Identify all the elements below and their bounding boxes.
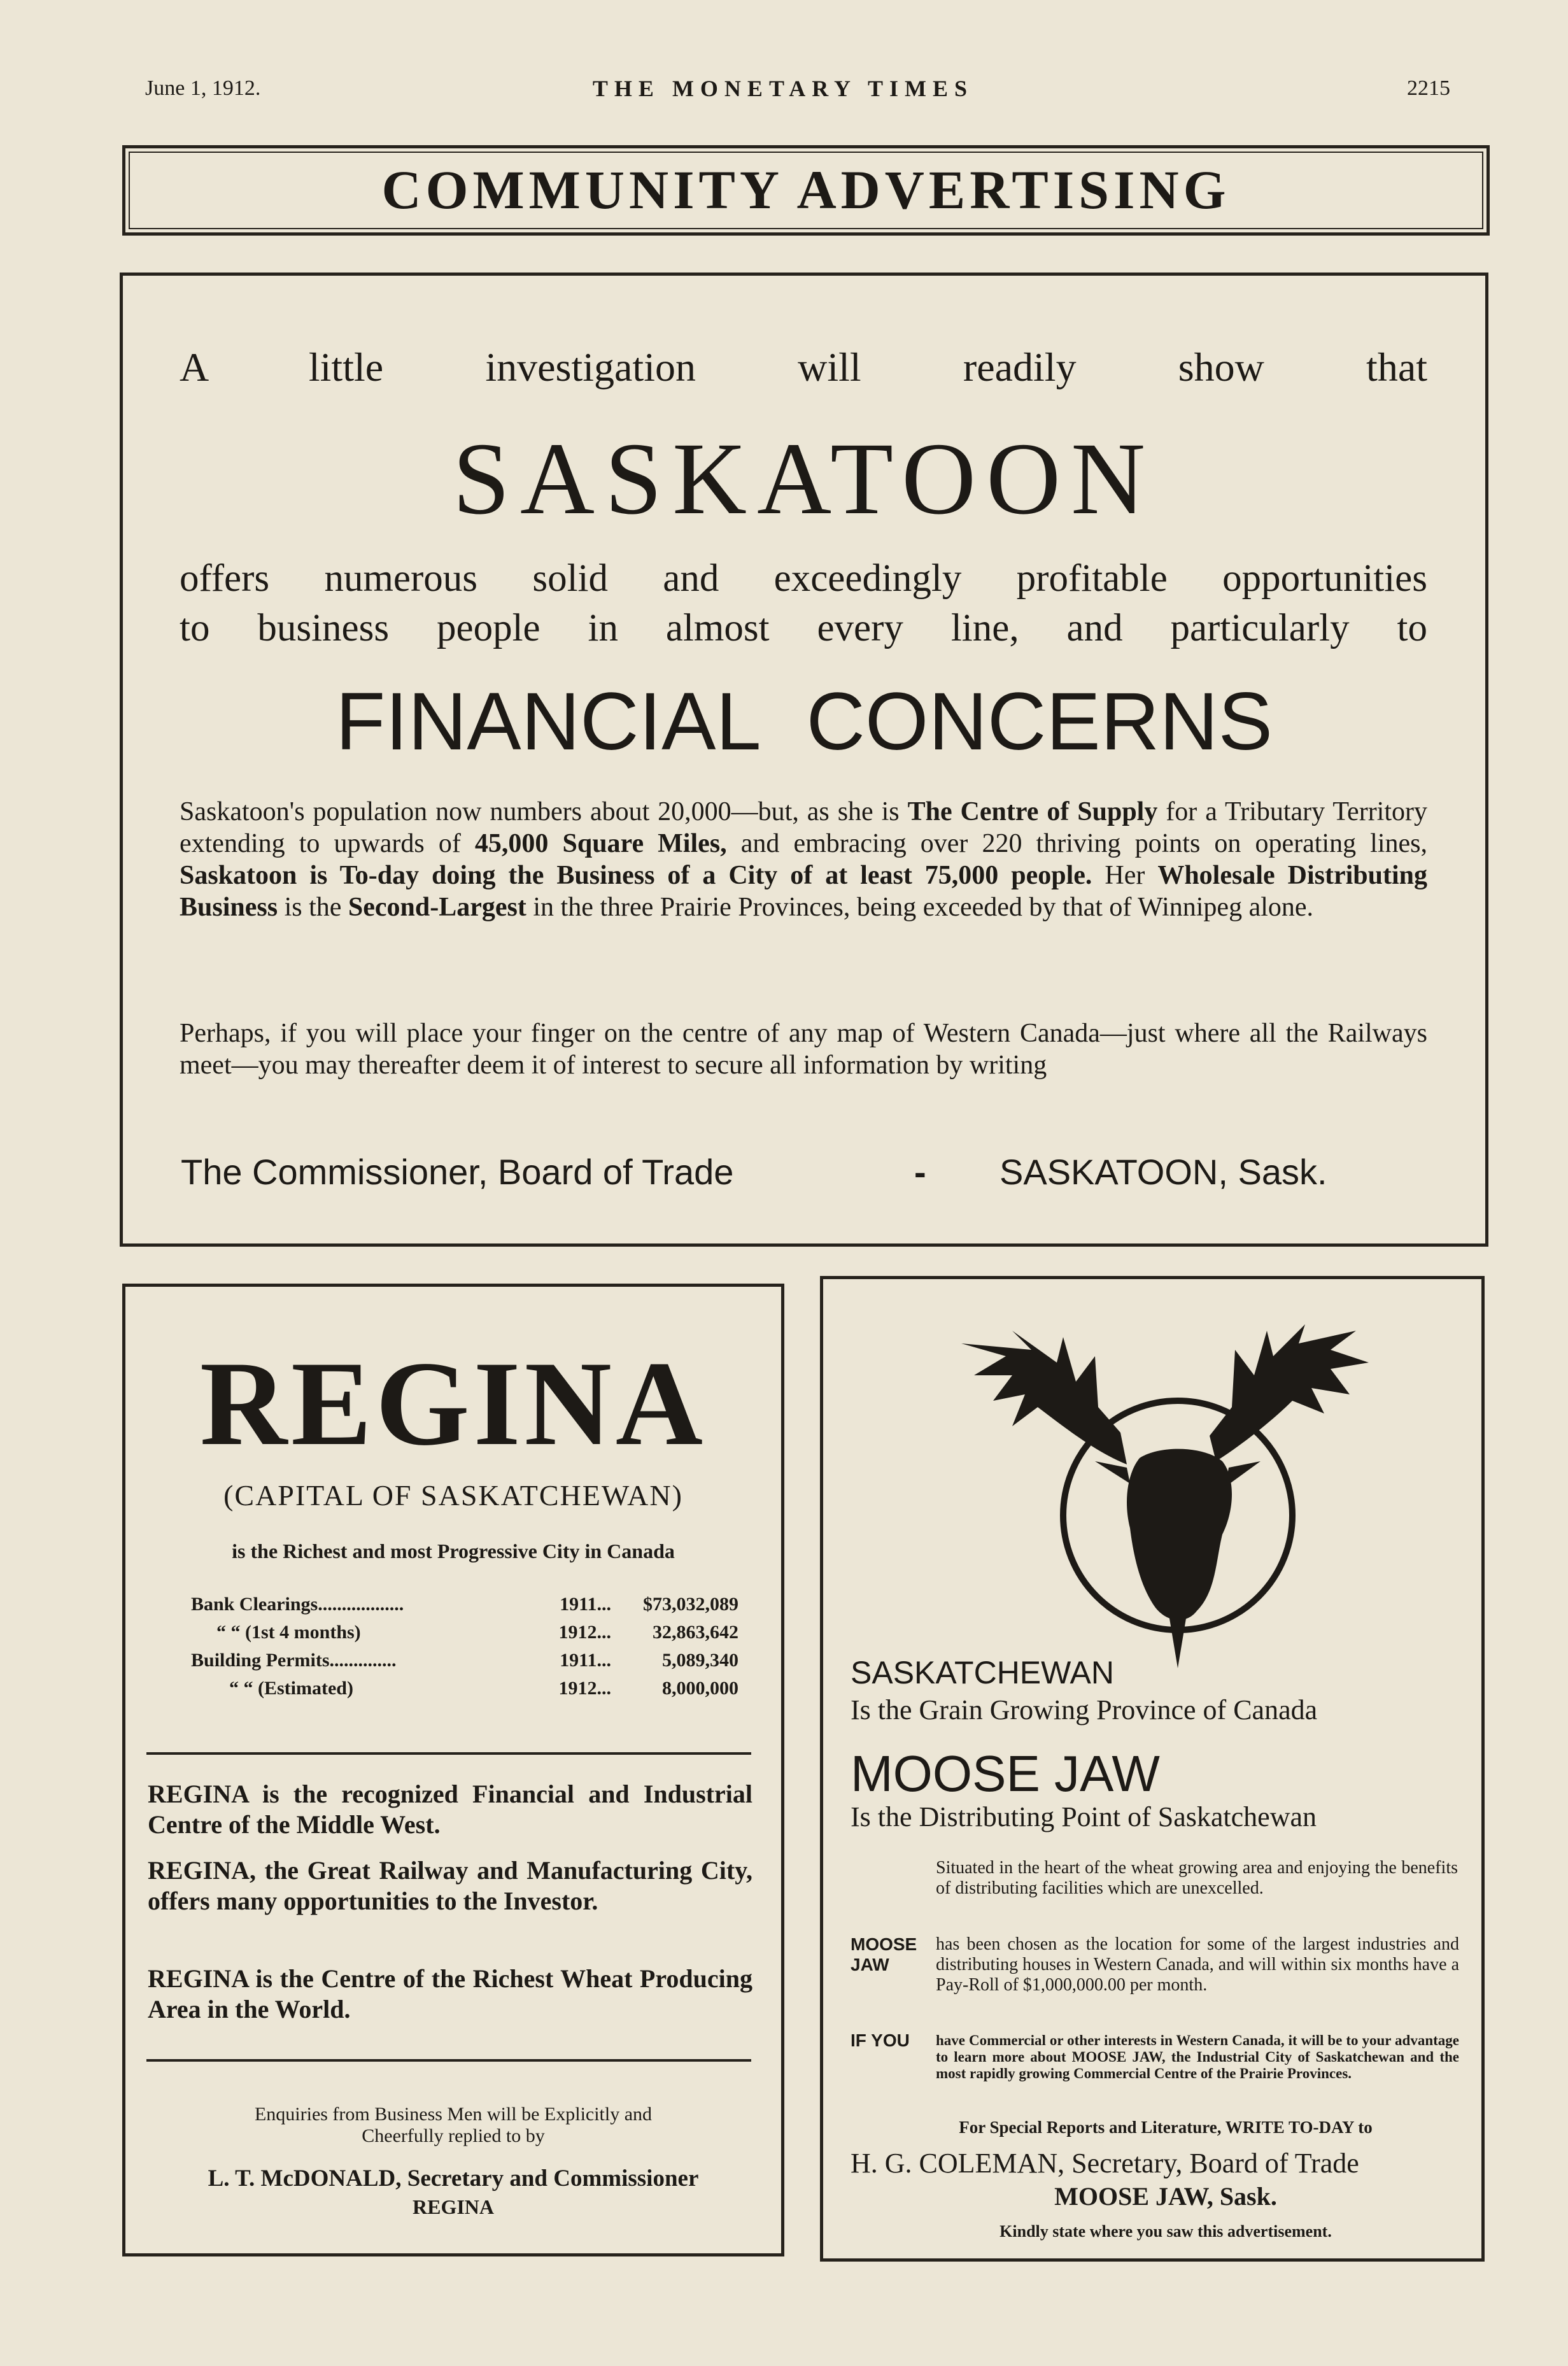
moosejaw-name-line: Is the Distributing Point of Saskatchewan [851, 1801, 1317, 1832]
saskatoon-paragraph-1: Saskatoon's population now numbers about 20,000—but, as she is The Centre of Supply for a Tributary Territory extending to upwards of 45,000 Square Miles, and embracing over 220 thriving points on operating lines, Saskatoon is To-day doing the Business of a City of at least 75,000 people. Her Wholesale Distributing Business is the Second-Largest in the three Prairie Provinces, being exceeded by that of Winnipeg alone. [180, 797, 1427, 922]
stat-label: Bank Clearings [191, 1594, 318, 1615]
moosejaw-para-3-lead: IF YOU [851, 2030, 910, 2050]
regina-enquiries: Enquiries from Business Men will be Explicitly and Cheerfully replied to by [254, 2104, 653, 2146]
moosejaw-province: SASKATCHEWAN [851, 1655, 1114, 1690]
financial-concerns-headline: FINANCIAL CONCERNS [335, 676, 1273, 767]
regina-subtitle: (CAPITAL OF SASKATCHEWAN) [223, 1479, 683, 1512]
moose-head-illustration [936, 1324, 1369, 1668]
saskatoon-paragraph-2: Perhaps, if you will place your finger on the centre of any map of Western Canada—just where all the Railways meet—you may thereafter deem it of interest to secure all information by writing [180, 1019, 1427, 1080]
saskatoon-contact-name: The Commissioner, Board of Trade [181, 1152, 734, 1192]
regina-city: REGINA [412, 2195, 494, 2218]
moosejaw-note: Kindly state where you saw this advertisement. [999, 2222, 1332, 2241]
moosejaw-para-3-body: have Commercial or other interests in Western Canada, it will be to your advantage to learn more about MOOSE JAW, the Industrial City of Saskatchewan and the most rapidly growing Commercial Centre of the Prairie Provinces. [936, 2032, 1459, 2081]
regina-claim-3: REGINA is the Centre of the Richest Wheat Producing Area in the World. [148, 1964, 752, 2023]
stat-label: Building Permits [191, 1650, 330, 1671]
saskatoon-line2: to business people in almost every line, and particularly to [180, 607, 1427, 649]
moose-bell [1168, 1611, 1187, 1668]
stat-year: 1912... [558, 1678, 611, 1699]
moosejaw-para-1: Situated in the heart of the wheat growing area and enjoying the benefits of distributing facilities which are unexcelled. [936, 1858, 1458, 1898]
saskatoon-line1: offers numerous solid and exceedingly profitable opportunities [180, 557, 1427, 600]
moosejaw-para-2-body: has been chosen as the location for some of the largest industries and distributing houses in Western Canada, and will within six months have a Pay-Roll of $1,000,000.00 per month. [936, 1934, 1459, 1995]
stat-year: 1911... [560, 1594, 611, 1615]
stat-leader: .................. [318, 1594, 404, 1615]
regina-contact: L. T. McDONALD, Secretary and Commissioner [208, 2165, 699, 2192]
moosejaw-name: MOOSE JAW [851, 1745, 1160, 1802]
saskatoon-contact-city: SASKATOON, Sask. [999, 1152, 1327, 1192]
saskatoon-contact-dash: - [914, 1152, 926, 1192]
stat-label: “ “ (Estimated) [229, 1678, 353, 1699]
publication-title: THE MONETARY TIMES [592, 76, 974, 101]
regina-divider-top [146, 1752, 751, 1755]
moosejaw-contact: H. G. COLEMAN, Secretary, Board of Trade [851, 2148, 1359, 2179]
regina-claim-1: REGINA is the recognized Financial and Industrial Centre of the Middle West. [148, 1780, 752, 1839]
moosejaw-special-reports: For Special Reports and Literature, WRITE TO-DAY to [959, 2118, 1373, 2137]
moosejaw-para-2-lead: MOOSE JAW [851, 1934, 917, 1974]
stat-label: “ “ (1st 4 months) [216, 1622, 361, 1643]
stat-row-building-permits-1912 [191, 1675, 738, 1703]
stat-year: 1911... [560, 1650, 611, 1671]
moosejaw-city: MOOSE JAW, Sask. [1054, 2182, 1277, 2211]
stat-row-building-permits [191, 1647, 738, 1675]
moosejaw-para-2 [851, 1934, 1459, 1995]
regina-tagline: is the Richest and most Progressive City in Canada [232, 1540, 675, 1562]
banner-title: COMMUNITY ADVERTISING [381, 159, 1231, 220]
stat-leader: .............. [329, 1650, 397, 1671]
regina-name: REGINA [199, 1337, 707, 1471]
page-number: 2215 [1407, 76, 1450, 100]
regina-stats-table [191, 1590, 738, 1703]
left-antler [961, 1331, 1127, 1464]
stat-value: 8,000,000 [662, 1678, 738, 1699]
stat-row-bank-clearings-1912 [191, 1619, 738, 1647]
regina-claim-2: REGINA, the Great Railway and Manufacturing City, offers many opportunities to the Investor. [148, 1856, 752, 1915]
stat-row-bank-clearings [191, 1590, 738, 1619]
stat-value: 5,089,340 [662, 1650, 738, 1671]
stat-value: 32,863,642 [653, 1622, 738, 1643]
moosejaw-province-line: Is the Grain Growing Province of Canada [851, 1694, 1318, 1725]
stat-value: $73,032,089 [643, 1594, 738, 1615]
right-antler [1210, 1324, 1369, 1461]
saskatoon-name: SASKATOON [452, 422, 1156, 536]
saskatoon-intro: A little investigation will readily show that [180, 344, 1427, 390]
moosejaw-para-3 [851, 2032, 1459, 2082]
issue-date: June 1, 1912. [145, 76, 261, 100]
stat-year: 1912... [558, 1622, 611, 1643]
regina-divider-bottom [146, 2059, 751, 2062]
